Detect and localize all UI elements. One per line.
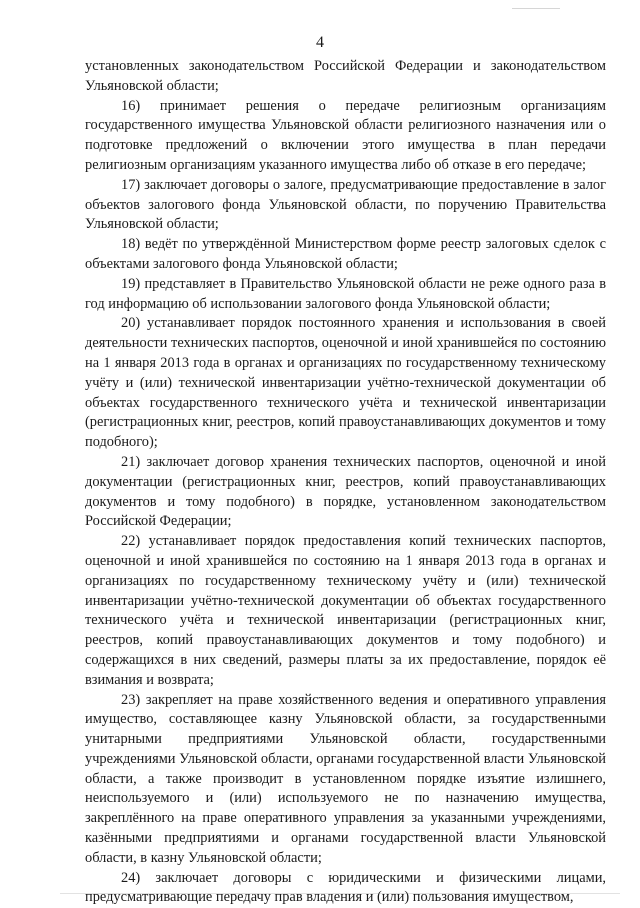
paragraph-item-19: 19) представляет в Правительство Ульяновской области не реже одного раза в год информацию об использовании залогового фонда Ульяновской области; [85, 275, 606, 312]
paragraph-item-20: 20) устанавливает порядок постоянного хранения и использования в своей деятельности технических паспортов, оценочной и иной хранившейся по состоянию на 1 января 2013 года в органах и организациях по государственному техническому учёту и (или) технической инвентаризации учётно-технической документации об объектах государственного технического учёта и технической инвентаризации (регистрационных книг, реестров, копий правоустанавливающих документов и тому подобного); [85, 315, 606, 451]
paragraph-item-23: 23) закрепляет на праве хозяйственного ведения и оперативного управления имущество, составляющее казну Ульяновской области, за государственными унитарными предприятиями Ульяновской области, государственными учреждениями Ульяновской области, органами государственной власти Ульяновской области, а также производит в установленном порядке изъятие излишнего, неиспользуемого и (или) используемого не по назначению имущества, закреплённого на праве оперативного управления за указанными учреждениями, казёнными предприятиями и органами государственной власти Ульяновской области, в казну Ульяновской области; [85, 691, 606, 866]
document-body [85, 57, 606, 908]
paragraph-item-16: 16) принимает решения о передаче религиозным организациям государственного имущества Ульяновской области религиозного назначения или о подготовке предложений о включении этого имущества в план передачи религиозным организациям указанного имущества либо об отказе в его передаче; [85, 97, 606, 173]
page-number: 4 [316, 34, 324, 51]
scan-artifact-top [512, 8, 560, 9]
paragraph-item-22: 22) устанавливает порядок предоставления копий технических паспортов, оценочной и иной хранившейся по состоянию на 1 января 2013 года в органах и организациях по государственному техническому учёту и (или) технической инвентаризации учётно-технической документации об объектах государственного технического учёта и технической инвентаризации (регистрационных книг, реестров, копий правоустанавливающих документов и тому подобного) и содержащихся в них сведений, размеры платы за их предоставление, порядок её взимания и возврата; [85, 533, 606, 688]
paragraph-item-18: 18) ведёт по утверждённой Министерством форме реестр залоговых сделок с объектами залогового фонда Ульяновской области; [85, 236, 606, 272]
paragraph-item-17: 17) заключает договоры о залоге, предусматривающие предоставление в залог объектов залогового фонда Ульяновской области, по поручению Правительства Ульяновской области; [85, 176, 606, 233]
scan-artifact-bottom [60, 893, 620, 894]
paragraph-item-24: 24) заключает договоры с юридическими и физическими лицами, предусматривающие передачу прав владения и (или) пользования имуществом, [85, 869, 606, 906]
paragraph-item-21: 21) заключает договор хранения технических паспортов, оценочной и иной документации (регистрационных книг, реестров, копий правоустанавливающих документов и тому подобного) в порядке, установленном законодательством Российской Федерации; [85, 453, 606, 530]
paragraph-continuation: установленных законодательством Российской Федерации и законодательством Ульяновской области; [85, 58, 606, 94]
